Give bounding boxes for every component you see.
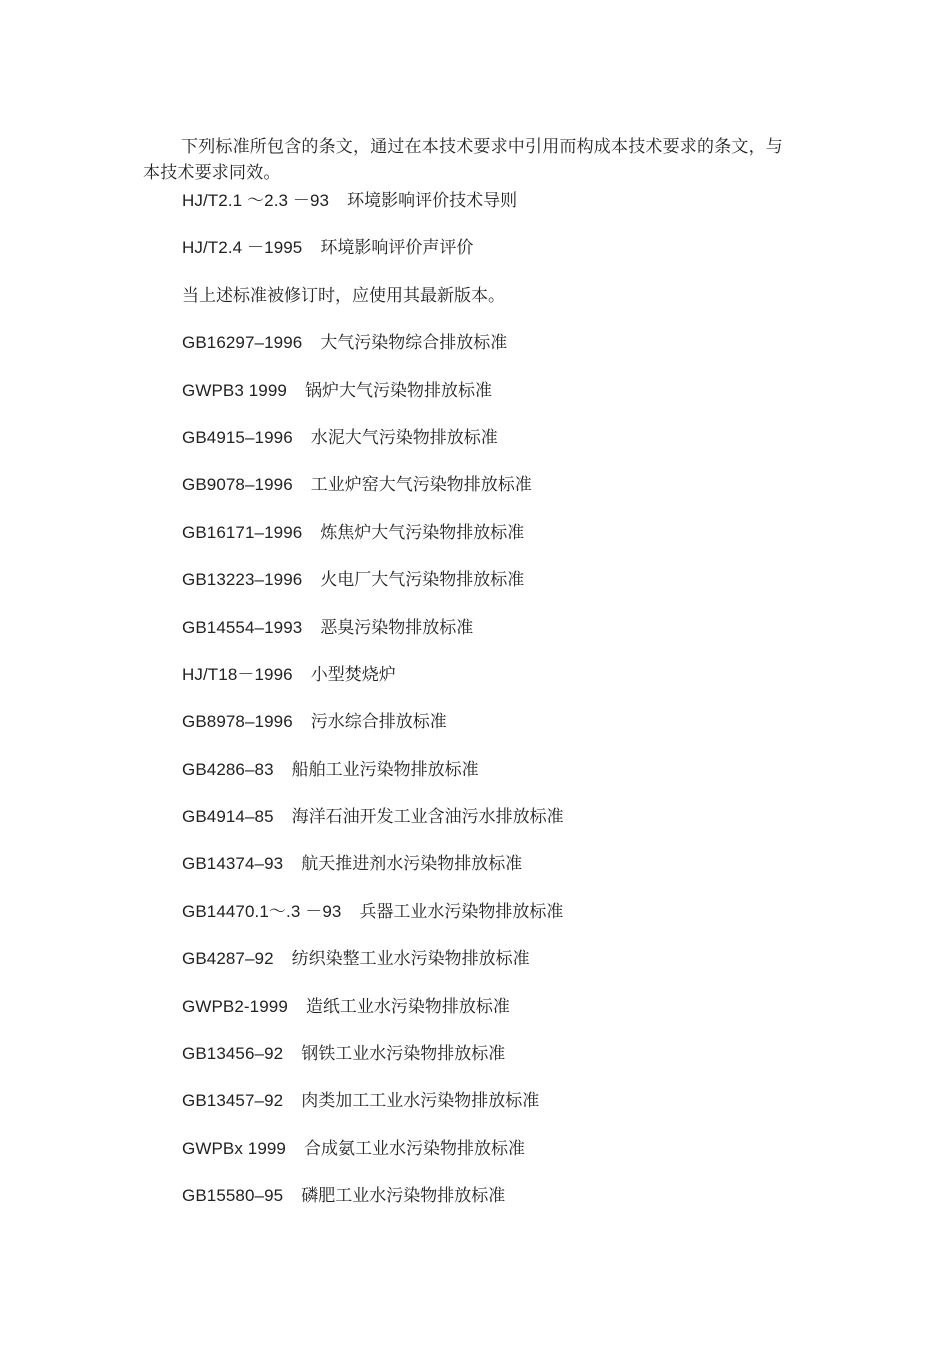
reference-code: GB4286–83 xyxy=(182,759,274,779)
reference-item xyxy=(182,1041,564,1088)
reference-item xyxy=(182,1183,564,1230)
reference-item xyxy=(182,709,564,756)
reference-item xyxy=(182,188,564,235)
reference-code: GWPBx 1999 xyxy=(182,1138,286,1158)
reference-item xyxy=(182,899,564,946)
reference-item xyxy=(182,378,564,425)
reference-code: GB9078–1996 xyxy=(182,475,293,495)
reference-code: GB14554–1993 xyxy=(182,617,303,637)
reference-title: 锅炉大气污染物排放标准 xyxy=(304,380,492,401)
reference-list xyxy=(182,188,564,1231)
reference-item xyxy=(182,472,564,519)
reference-title: 纺织染整工业水污染物排放标准 xyxy=(291,949,530,970)
reference-title: 海洋石油开发工业含油污水排放标准 xyxy=(291,807,564,828)
reference-title: 兵器工业水污染物排放标准 xyxy=(359,901,564,922)
reference-code: GB14470.1～.3 －93 xyxy=(182,901,342,921)
reference-code: GB13456–92 xyxy=(182,1044,284,1064)
reference-item xyxy=(182,615,564,662)
reference-title: 合成氨工业水污染物排放标准 xyxy=(304,1138,525,1159)
reference-title: 恶臭污染物排放标准 xyxy=(320,617,474,638)
reference-code: HJ/T18－1996 xyxy=(182,664,293,684)
reference-code: GB16171–1996 xyxy=(182,522,303,542)
reference-title: 污水综合排放标准 xyxy=(310,712,447,733)
reference-item xyxy=(182,946,564,993)
reference-item xyxy=(182,757,564,804)
reference-code: GB15580–95 xyxy=(182,1186,284,1206)
reference-title: 工业炉窑大气污染物排放标准 xyxy=(310,475,532,496)
reference-title: 肉类加工工业水污染物排放标准 xyxy=(301,1091,540,1112)
reference-code: GWPB2-1999 xyxy=(182,996,288,1016)
reference-item xyxy=(182,1088,564,1135)
reference-code: GB8978–1996 xyxy=(182,712,293,732)
reference-title: 船舶工业污染物排放标准 xyxy=(291,759,479,780)
reference-title: 火电厂大气污染物排放标准 xyxy=(320,570,525,591)
reference-code: HJ/T2.1 ～2.3 －93 xyxy=(182,191,330,210)
reference-item xyxy=(182,994,564,1041)
reference-code: GB13223–1996 xyxy=(182,570,303,590)
reference-title: 环境影响评价声评价 xyxy=(320,238,474,259)
reference-code: HJ/T2.4 －1995 xyxy=(182,238,303,258)
revision-note xyxy=(182,283,564,330)
reference-title: 小型焚烧炉 xyxy=(310,664,396,685)
reference-code: GB14374–93 xyxy=(182,854,284,874)
reference-code: GB4914–85 xyxy=(182,807,274,827)
reference-code: GWPB3 1999 xyxy=(182,380,287,400)
reference-title: 磷肥工业水污染物排放标准 xyxy=(301,1186,506,1207)
reference-item xyxy=(182,520,564,567)
reference-code: GB16297–1996 xyxy=(182,333,303,353)
reference-item xyxy=(182,851,564,898)
reference-title: 造纸工业水污染物排放标准 xyxy=(305,996,510,1017)
reference-code: GB4915–1996 xyxy=(182,427,293,447)
reference-title: 炼焦炉大气污染物排放标准 xyxy=(320,522,525,543)
reference-item xyxy=(182,330,564,377)
reference-title: 大气污染物综合排放标准 xyxy=(320,333,508,354)
reference-item xyxy=(182,567,564,614)
reference-title: 环境影响评价技术导则 xyxy=(347,191,518,211)
reference-item xyxy=(182,1136,564,1183)
reference-code: GB4287–92 xyxy=(182,949,274,969)
reference-title: 水泥大气污染物排放标准 xyxy=(310,427,498,448)
reference-title: 钢铁工业水污染物排放标准 xyxy=(301,1044,506,1065)
reference-item xyxy=(182,425,564,472)
reference-item xyxy=(182,662,564,709)
reference-title: 航天推进剂水污染物排放标准 xyxy=(301,854,523,875)
intro-paragraph: 下列标准所包含的条文，通过在本技术要求中引用而构成本技术要求的条文，与本技术要求同效。 xyxy=(143,137,783,183)
reference-code: GB13457–92 xyxy=(182,1091,284,1111)
reference-item xyxy=(182,235,564,282)
reference-item xyxy=(182,804,564,851)
revision-note-text: 当上述标准被修订时，应使用其最新版本。 xyxy=(182,285,505,306)
